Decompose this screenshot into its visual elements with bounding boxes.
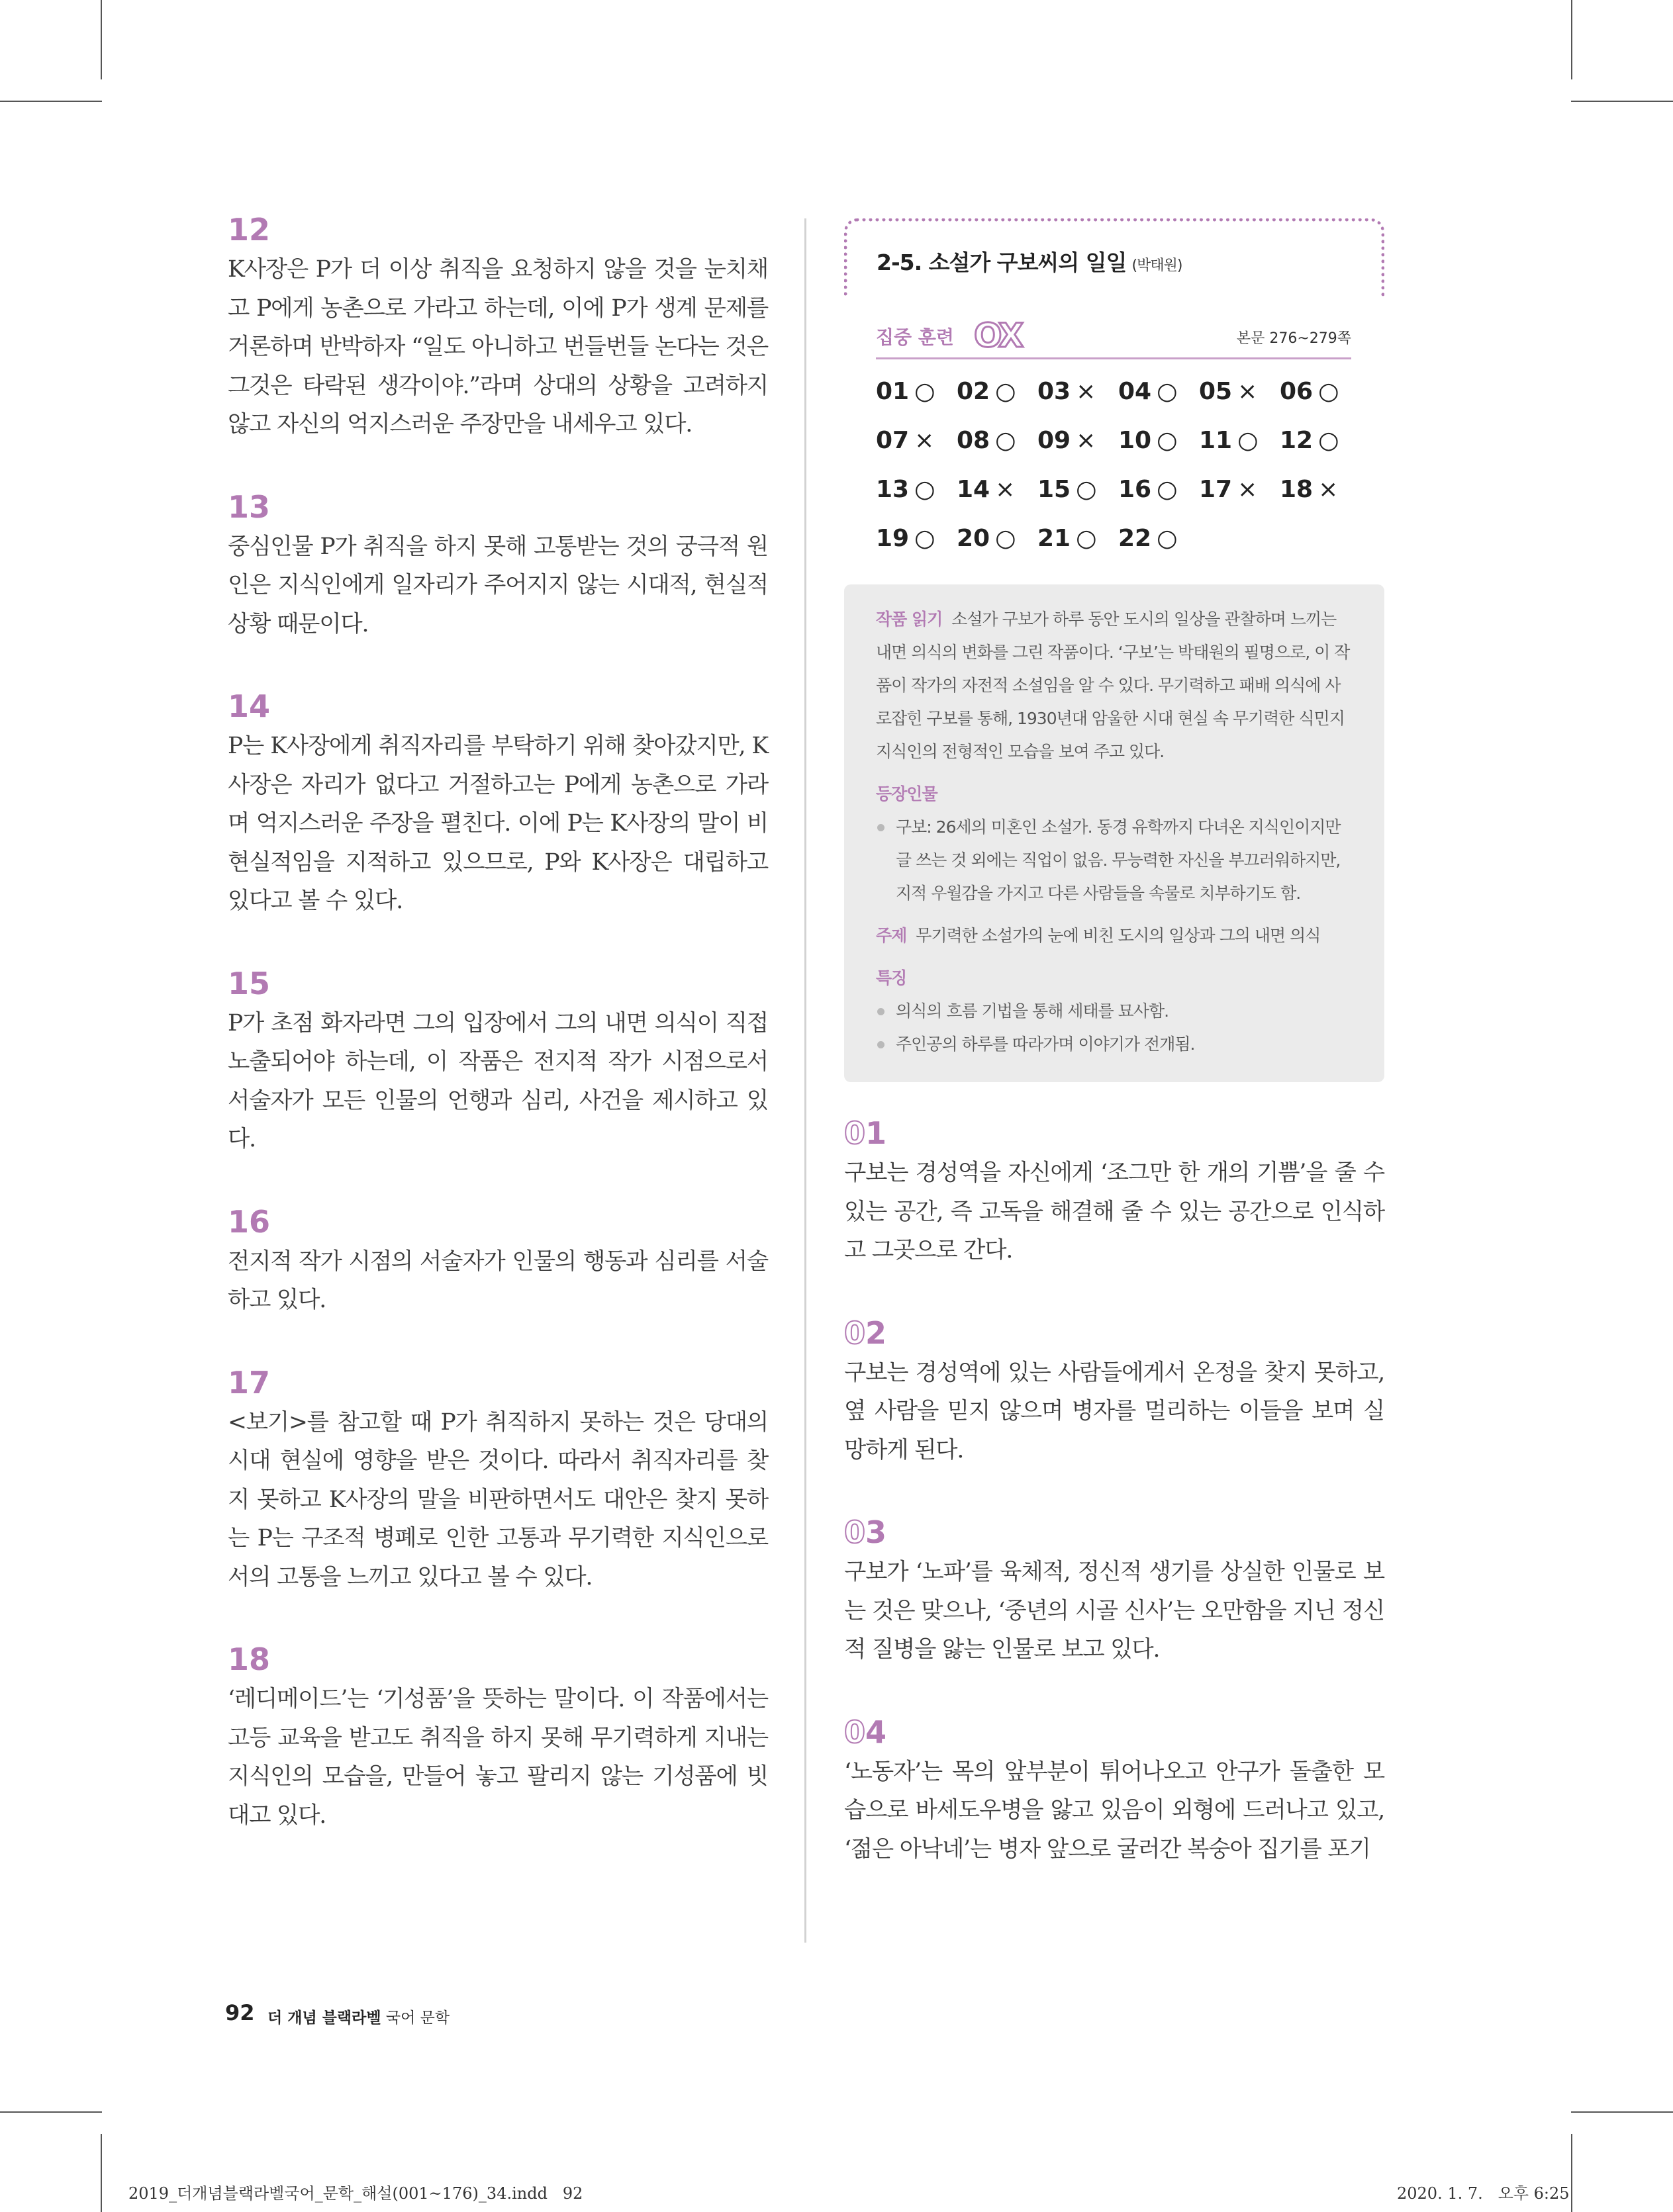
theme-text: 무기력한 소설가의 눈에 비친 도시의 일상과 그의 내면 의식 <box>916 926 1321 945</box>
explanation-text: P가 초점 화자라면 그의 입장에서 그의 내면 의식이 직접 노출되어야 하는데, 이 작품은 전지적 작가 시점으로서 서술자가 모든 인물의 언행과 심리, 사건을 제시하고 있다. <box>228 1009 768 1152</box>
number-outline: 0 <box>844 1714 866 1750</box>
ox-answer-number: 10 <box>1118 427 1152 454</box>
book-title <box>267 2005 450 2027</box>
character-item: 구보: 26세의 미혼인 소설가. 동경 유학까지 다녀온 지식인이지만 글 쓰는 것 외에는 직업이 없음. 무능력한 자신을 부끄러워하지만, 지적 우월감을 가지고 다른 사람들을 속물로 치부하기도 함. <box>876 811 1353 910</box>
left-column <box>228 210 768 1878</box>
crop-mark <box>0 101 102 102</box>
ox-logo: OX <box>974 316 1022 355</box>
ox-answer-item <box>1118 521 1199 557</box>
right-column <box>844 218 1384 1912</box>
column-divider <box>804 218 806 1943</box>
answer-section <box>228 687 768 921</box>
crop-mark <box>1571 101 1673 102</box>
work-author: (박태원) <box>1131 257 1182 274</box>
ox-answer-number: 03 <box>1037 378 1071 405</box>
ox-answer-mark: ○ <box>1157 427 1178 454</box>
reading-heading: 작품 읽기 <box>876 610 943 629</box>
crop-mark <box>0 2111 102 2113</box>
ox-answer-mark: ○ <box>1076 525 1097 552</box>
number-digit: 1 <box>865 1115 887 1151</box>
ox-answer-mark: ○ <box>995 525 1016 552</box>
ox-answer-mark: ○ <box>914 525 935 552</box>
ox-answer-mark: ○ <box>1157 525 1178 552</box>
ox-answer-item <box>1199 423 1280 459</box>
feature-item: 의식의 흐름 기법을 통해 세태를 묘사함. <box>876 995 1353 1028</box>
question-number: 13 <box>228 488 271 525</box>
ox-answer-number: 19 <box>876 525 910 552</box>
ox-answer-number: 14 <box>957 476 990 503</box>
characters-heading: 등장인물 <box>876 784 937 804</box>
ox-answer-number: 12 <box>1280 427 1314 454</box>
question-number <box>844 1713 1384 1751</box>
explanation-text: 전지적 작가 시점의 서술자가 인물의 행동과 심리를 서술하고 있다. <box>228 1248 768 1313</box>
ox-answer-number: 05 <box>1199 378 1233 405</box>
question-number: 12 <box>228 212 271 248</box>
ox-answer-mark: × <box>1318 476 1339 503</box>
answer-section <box>844 1114 1384 1270</box>
number-outline: 0 <box>844 1514 866 1550</box>
ox-answer-mark: × <box>995 476 1016 503</box>
question-number: 15 <box>228 965 271 1001</box>
work-title-text: 2-5. 소설가 구보씨의 일일 <box>877 250 1127 275</box>
ox-answer-item <box>1118 423 1199 459</box>
ox-answer-mark: ○ <box>1237 427 1259 454</box>
work-notes-box <box>844 584 1384 1082</box>
ox-answer-item <box>957 472 1037 508</box>
ox-answer-number: 13 <box>876 476 910 503</box>
question-number <box>844 1114 1384 1152</box>
ox-answer-number: 11 <box>1199 427 1233 454</box>
explanation-text: <보기>를 참고할 때 P가 취직하지 못하는 것은 당대의 시대 현실에 영향을 받은 것이다. 따라서 취직자리를 찾지 못하고 K사장의 말을 비판하면서도 대안은 찾지 못하는 P는 구조적 병폐로 인한 고통과 무기력한 지식인으로서의 고통을 느끼고 있다고 볼 수 있다. <box>228 1408 768 1590</box>
ox-answer-number: 18 <box>1280 476 1314 503</box>
number-outline: 0 <box>844 1314 866 1351</box>
ox-answer-number: 16 <box>1118 476 1152 503</box>
ox-answer-number: 09 <box>1037 427 1071 454</box>
training-label: 집중 훈련 <box>876 326 954 348</box>
answer-section <box>228 964 768 1159</box>
ox-answer-mark: × <box>1237 476 1258 503</box>
answer-section <box>844 1314 1384 1470</box>
number-outline: 0 <box>844 1115 866 1151</box>
ox-answer-item <box>1037 374 1118 410</box>
page-number: 92 <box>225 2000 255 2025</box>
print-slug-file: 2019_더개념블랙라벨국어_문학_해설(001~176)_34.indd 92 <box>128 2184 583 2203</box>
answer-section <box>228 1363 768 1597</box>
answer-section <box>228 210 768 444</box>
ox-answer-item <box>1037 423 1118 459</box>
question-number <box>844 1513 1384 1551</box>
training-header <box>876 316 1351 359</box>
crop-mark <box>1571 2111 1673 2113</box>
ox-answer-mark: × <box>914 427 935 454</box>
crop-mark <box>1571 0 1572 79</box>
ox-answer-item <box>876 472 957 508</box>
question-number: 17 <box>228 1364 271 1401</box>
ox-answer-number: 21 <box>1037 525 1071 552</box>
ox-answer-number: 04 <box>1118 378 1152 405</box>
explanation-text: 구보는 경성역을 자신에게 ‘조그만 한 개의 기쁨’을 줄 수 있는 공간, 즉 고독을 해결해 줄 수 있는 공간으로 인식하고 그곳으로 간다. <box>844 1160 1384 1264</box>
ox-answer-mark: ○ <box>1076 476 1097 503</box>
ox-answer-item <box>1118 374 1199 410</box>
ox-answer-number: 08 <box>957 427 990 454</box>
ox-answer-item <box>1280 374 1361 410</box>
explanation-text: P는 K사장에게 취직자리를 부탁하기 위해 찾아갔지만, K사장은 자리가 없다고 거절하고는 P에게 농촌으로 가라며 억지스러운 주장을 펼친다. 이에 P는 K사장의 말이 비현실적임을 지적하고 있으므로, P와 K사장은 대립하고 있다고 볼 수 있다. <box>228 733 768 914</box>
ox-answer-number: 01 <box>876 378 910 405</box>
right-answer-list <box>844 1114 1384 1868</box>
answer-section <box>228 1640 768 1835</box>
ox-answer-number: 22 <box>1118 525 1152 552</box>
theme-heading: 주제 <box>876 926 907 945</box>
book-title-rest: 국어 문학 <box>385 2009 450 2027</box>
question-number: 14 <box>228 688 271 724</box>
features-heading: 특징 <box>876 968 907 988</box>
ox-answer-mark: ○ <box>914 378 935 405</box>
answer-section <box>844 1713 1384 1869</box>
ox-answer-item <box>1037 521 1118 557</box>
ox-answer-mark: ○ <box>995 427 1016 454</box>
ox-answer-item <box>1118 472 1199 508</box>
ox-answer-item <box>1199 472 1280 508</box>
ox-answer-number: 07 <box>876 427 910 454</box>
explanation-text: 구보가 ‘노파’를 육체적, 정신적 생기를 상실한 인물로 보는 것은 맞으나, ‘중년의 시골 신사’는 오만함을 지닌 정신적 질병을 앓는 인물로 보고 있다. <box>844 1559 1384 1663</box>
book-title-bold: 더 개념 블랙라벨 <box>267 2009 381 2027</box>
ox-answer-item <box>876 423 957 459</box>
ox-answer-number: 20 <box>957 525 990 552</box>
explanation-text: 중심인물 P가 취직을 하지 못해 고통받는 것의 궁극적 원인은 지식인에게 일자리가 주어지지 않는 시대적, 현실적 상황 때문이다. <box>228 533 768 637</box>
answer-section <box>228 488 768 644</box>
ox-answer-number: 15 <box>1037 476 1071 503</box>
number-digit: 4 <box>865 1714 887 1750</box>
crop-mark <box>1571 2134 1572 2212</box>
explanation-text: ‘레디메이드’는 ‘기성품’을 뜻하는 말이다. 이 작품에서는 고등 교육을 받고도 취직을 하지 못해 무기력하게 지내는 지식인의 모습을, 만들어 놓고 팔리지 않는 기성품에 빗대고 있다. <box>228 1686 768 1829</box>
work-title <box>877 246 1182 277</box>
ox-answer-mark: × <box>1076 378 1096 405</box>
ox-answer-item <box>1199 374 1280 410</box>
question-number: 18 <box>228 1641 271 1677</box>
ox-answer-item <box>957 374 1037 410</box>
ox-answer-mark: ○ <box>1157 476 1178 503</box>
ox-answer-number: 02 <box>957 378 990 405</box>
ox-answer-mark: ○ <box>995 378 1016 405</box>
ox-answer-mark: ○ <box>1318 427 1339 454</box>
ox-answer-mark: × <box>1237 378 1258 405</box>
question-number <box>844 1314 1384 1352</box>
ox-answer-mark: ○ <box>1318 378 1339 405</box>
reading-text: 소설가 구보가 하루 동안 도시의 일상을 관찰하며 느끼는 내면 의식의 변화를 그린 작품이다. ‘구보’는 박태원의 필명으로, 이 작품이 작가의 자전적 소설임을 알 수 있다. 무기력하고 패배 의식에 사로잡힌 구보를 통해, 1930년대 암울한 시대 현실 속 무기력한 식민지 지식인의 전형적인 모습을 보여 주고 있다. <box>876 610 1350 761</box>
ox-answer-item <box>957 423 1037 459</box>
explanation-text: 구보는 경성역에 있는 사람들에게서 온정을 찾지 못하고, 옆 사람을 믿지 않으며 병자를 멀리하는 이들을 보며 실망하게 된다. <box>844 1359 1384 1463</box>
question-number: 16 <box>228 1203 271 1240</box>
ox-answer-mark: ○ <box>914 476 935 503</box>
number-digit: 2 <box>865 1314 887 1351</box>
explanation-text: K사장은 P가 더 이상 취직을 요청하지 않을 것을 눈치채고 P에게 농촌으로 가라고 하는데, 이에 P가 생계 문제를 거론하며 반박하자 “일도 아니하고 번들번들 논다는 것은 그것은 타락된 생각이야.”라며 상대의 상황을 고려하지 않고 자신의 억지스러운 주장만을 내세우고 있다. <box>228 256 768 438</box>
ox-answer-number: 06 <box>1280 378 1314 405</box>
ox-answer-grid <box>876 374 1384 557</box>
explanation-text: ‘노동자’는 목의 앞부분이 튀어나오고 안구가 돌출한 모습으로 바세도우병을 앓고 있음이 외형에 드러나고 있고, ‘젊은 아낙네’는 병자 앞으로 굴러간 복숭아 집기를 포기 <box>844 1758 1384 1863</box>
ox-answer-item <box>1037 472 1118 508</box>
ox-answer-item <box>1280 423 1361 459</box>
answer-section <box>844 1513 1384 1669</box>
work-title-box <box>844 218 1384 297</box>
ox-answer-item <box>876 521 957 557</box>
ox-answer-number: 17 <box>1199 476 1233 503</box>
crop-mark <box>101 0 102 79</box>
print-slug-date: 2020. 1. 7. 오후 6:25 <box>1397 2184 1570 2203</box>
page-reference: 본문 276~279쪽 <box>1236 330 1351 347</box>
ox-answer-mark: × <box>1076 427 1096 454</box>
crop-mark <box>101 2134 102 2212</box>
ox-answer-item <box>1280 472 1361 508</box>
number-digit: 3 <box>865 1514 887 1550</box>
answer-section <box>228 1203 768 1320</box>
ox-answer-mark: ○ <box>1157 378 1178 405</box>
ox-answer-item <box>957 521 1037 557</box>
feature-item: 주인공의 하루를 따라가며 이야기가 전개됨. <box>876 1028 1353 1061</box>
ox-answer-item <box>876 374 957 410</box>
